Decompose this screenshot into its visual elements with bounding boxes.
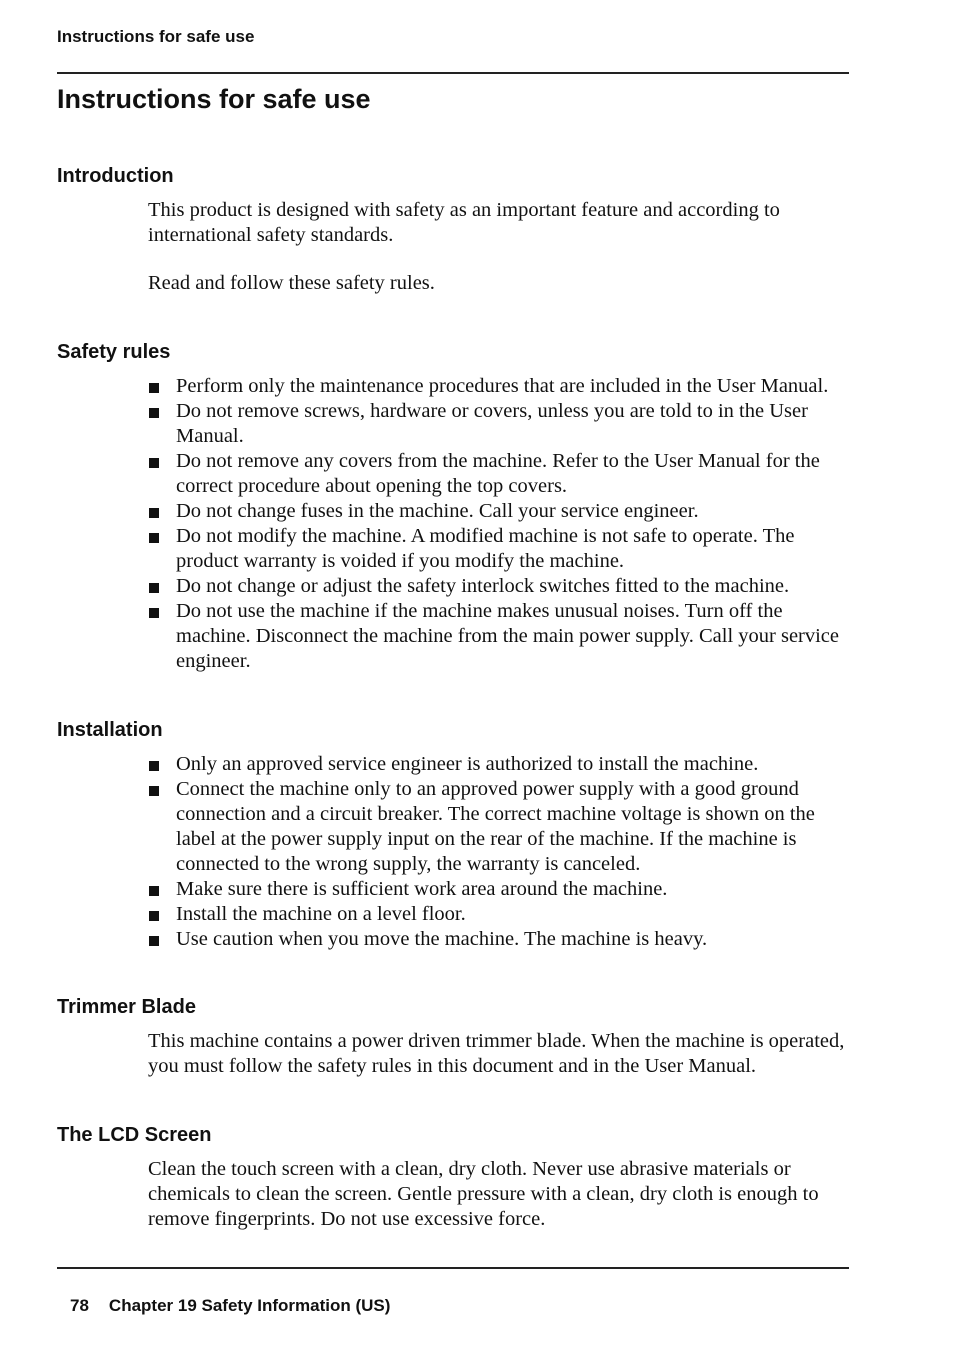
list-item-text: Do not remove any covers from the machine. Refer to the User Manual for the correct procedure about opening the top covers. — [176, 450, 820, 497]
list-item — [148, 449, 849, 499]
bullet-square-icon — [149, 583, 159, 593]
running-header: Instructions for safe use — [57, 27, 255, 46]
bullet-square-icon — [149, 458, 159, 468]
paragraph: Clean the touch screen with a clean, dry cloth. Never use abrasive materials or chemicals to clean the screen. Gentle pressure with a clean, dry cloth is enough to remove fingerprints. Do not use excessive force. — [148, 1158, 819, 1230]
bullet-square-icon — [149, 383, 159, 393]
bullet-square-icon — [149, 886, 159, 896]
list-item — [148, 499, 849, 524]
list-item — [148, 599, 849, 674]
bullet-square-icon — [149, 533, 159, 543]
paragraph: Read and follow these safety rules. — [148, 272, 435, 294]
list-item-text: Connect the machine only to an approved power supply with a good ground connection and a circuit breaker. The correct machine voltage is shown on the label at the power supply input on the rear of the machine. If the machine is connected to the wrong supply, the warranty is canceled. — [176, 778, 815, 875]
section-lcd-screen — [57, 1122, 849, 1232]
bullet-square-icon — [149, 936, 159, 946]
section-heading: Installation — [57, 719, 163, 741]
list-item-text: Do not change fuses in the machine. Call your service engineer. — [176, 500, 699, 522]
page-title: Instructions for safe use — [57, 84, 371, 114]
bullet-list — [148, 752, 849, 952]
header-rule — [57, 72, 849, 74]
paragraph: This machine contains a power driven trimmer blade. When the machine is operated, you must follow the safety rules in this document and in the User Manual. — [148, 1030, 845, 1077]
list-item-text: Do not remove screws, hardware or covers, unless you are told to in the User Manual. — [176, 400, 808, 447]
section-heading: The LCD Screen — [57, 1124, 212, 1146]
list-item-text: Only an approved service engineer is authorized to install the machine. — [176, 753, 759, 775]
footer-rule — [57, 1267, 849, 1269]
list-item — [148, 877, 849, 902]
section-trimmer-blade — [57, 994, 849, 1079]
list-item — [148, 927, 849, 952]
chapter-title: Chapter 19 Safety Information (US) — [108, 1296, 391, 1315]
bullet-square-icon — [149, 408, 159, 418]
page-number: 78 — [70, 1296, 89, 1315]
bullet-square-icon — [149, 761, 159, 771]
list-item-text: Make sure there is sufficient work area around the machine. — [176, 878, 668, 900]
section-heading: Safety rules — [57, 341, 171, 363]
section-safety-rules — [57, 339, 849, 674]
list-item — [148, 752, 849, 777]
bullet-square-icon — [149, 911, 159, 921]
list-item — [148, 524, 849, 574]
page-footer — [70, 1296, 390, 1316]
list-item-text: Do not use the machine if the machine makes unusual noises. Turn off the machine. Disconnect the machine from the main power supply. Call your service engineer. — [176, 600, 840, 672]
list-item — [148, 374, 849, 399]
paragraph: This product is designed with safety as an important feature and according to international safety standards. — [148, 199, 780, 246]
section-heading: Trimmer Blade — [57, 996, 196, 1018]
list-item-text: Use caution when you move the machine. The machine is heavy. — [176, 928, 708, 950]
list-item-text: Perform only the maintenance procedures that are included in the User Manual. — [176, 375, 829, 397]
list-item — [148, 902, 849, 927]
list-item — [148, 777, 849, 877]
list-item — [148, 399, 849, 449]
section-installation — [57, 717, 849, 952]
section-heading: Introduction — [57, 165, 174, 187]
list-item-text: Do not change or adjust the safety interlock switches fitted to the machine. — [176, 575, 790, 597]
bullet-square-icon — [149, 786, 159, 796]
bullet-square-icon — [149, 608, 159, 618]
list-item-text: Install the machine on a level floor. — [176, 903, 466, 925]
bullet-square-icon — [149, 508, 159, 518]
list-item — [148, 574, 849, 599]
bullet-list — [148, 374, 849, 674]
section-introduction — [57, 163, 849, 296]
list-item-text: Do not modify the machine. A modified machine is not safe to operate. The product warranty is voided if you modify the machine. — [176, 525, 795, 572]
